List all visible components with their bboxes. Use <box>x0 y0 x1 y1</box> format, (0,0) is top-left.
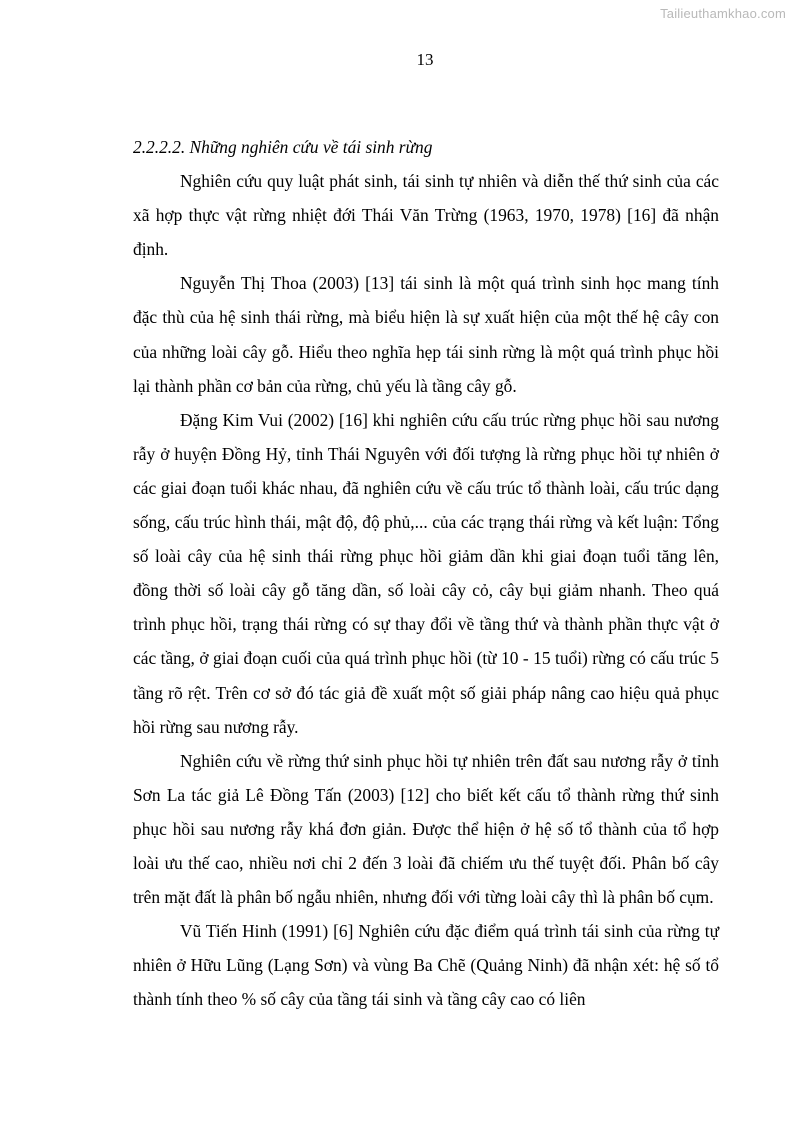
paragraph-le-dong-tan: Nghiên cứu về rừng thứ sinh phục hồi tự nhiên trên đất sau nương rẫy ở tỉnh Sơn La tác giả Lê Đồng Tấn (2003) [12] cho biết kết cấu tổ thành rừng thứ sinh phục hồi sau nương rẫy khá đơn giản. Được thể hiện ở hệ số tổ thành của tổ hợp loài ưu thế cao, nhiều nơi chỉ 2 đến 3 loài đã chiếm ưu thế tuyệt đối. Phân bố cây trên mặt đất là phân bố ngẫu nhiên, nhưng đối với từng loài cây thì là phân bố cụm. <box>133 750 719 908</box>
watermark-text: Tailieuthamkhao.com <box>660 6 786 21</box>
paragraph-thai-van-trung: Nghiên cứu quy luật phát sinh, tái sinh tự nhiên và diễn thế thứ sinh của các xã hợp thực vật rừng nhiệt đới Thái Văn Trừng (1963, 1970, 1978) [16] đã nhận định. <box>133 171 719 260</box>
paragraph-nguyen-thi-thoa: Nguyễn Thị Thoa (2003) [13] tái sinh là một quá trình sinh học mang tính đặc thù của hệ sinh thái rừng, mà biểu hiện là sự xuất hiện của một thế hệ cây con của những loài cây gỗ. Hiểu theo nghĩa hẹp tái sinh rừng là một quá trình phục hồi lại thành phần cơ bản của rừng, chủ yếu là tầng cây gỗ. <box>133 273 719 396</box>
document-body <box>133 130 719 1016</box>
page-number: 13 <box>416 50 434 69</box>
paragraph-vu-tien-hinh: Vũ Tiến Hinh (1991) [6] Nghiên cứu đặc điểm quá trình tái sinh của rừng tự nhiên ở Hữu Lũng (Lạng Sơn) và vùng Ba Chẽ (Quảng Ninh) đã nhận xét: hệ số tổ thành tính theo % số cây của tầng tái sinh và tầng cây cao có liên <box>133 921 719 1010</box>
paragraph-dang-kim-vui: Đặng Kim Vui (2002) [16] khi nghiên cứu cấu trúc rừng phục hồi sau nương rẫy ở huyện Đồng Hỷ, tỉnh Thái Nguyên với đối tượng là rừng phục hồi tự nhiên ở các giai đoạn tuổi khác nhau, đã nghiên cứu về cấu trúc tổ thành loài, cấu trúc dạng sống, cấu trúc hình thái, mật độ, độ phủ,... của các trạng thái rừng và kết luận: Tổng số loài cây của hệ sinh thái rừng phục hồi giảm dần khi giai đoạn tuổi tăng lên, đồng thời số loài cây gỗ tăng dần, số loài cây cỏ, cây bụi giảm nhanh. Theo quá trình phục hồi, trạng thái rừng có sự thay đổi về tầng thứ và thành phần thực vật ở các tầng, ở giai đoạn cuối của quá trình phục hồi (từ 10 - 15 tuổi) rừng có cấu trúc 5 tầng rõ rệt. Trên cơ sở đó tác giả đề xuất một số giải pháp nâng cao hiệu quả phục hồi rừng sau nương rẫy. <box>133 409 719 737</box>
section-heading: 2.2.2.2. Những nghiên cứu về tái sinh rừng <box>133 137 433 157</box>
